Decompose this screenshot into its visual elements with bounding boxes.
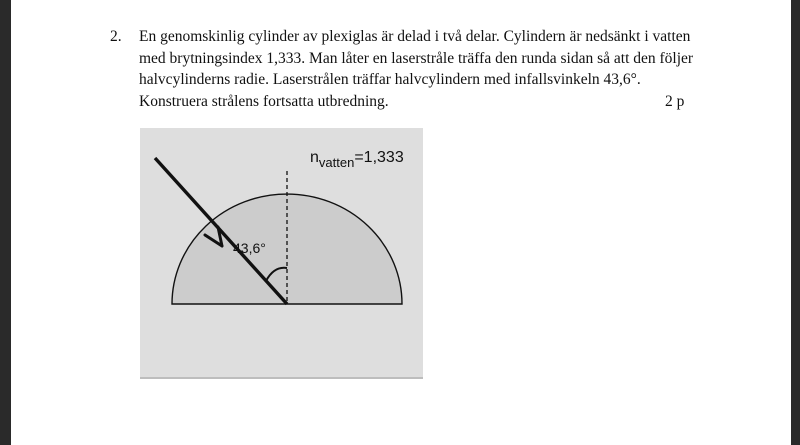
question-line: med brytningsindex 1,333. Man låter en laserstråle träffa den runda sidan så att den följer [139,49,694,67]
points-label: 2 p [665,92,685,110]
right-window-edge [791,0,800,445]
question-number: 2. [110,28,122,45]
question-line: halvcylinderns radie. Laserstrålen träffar halvcylindern med infallsvinkeln 43,6°. [139,71,641,88]
question-line: En genomskinlig cylinder av plexiglas är delad i två delar. Cylindern är nedsänkt i vatten [139,28,691,45]
left-window-edge [0,0,11,445]
question-text [139,26,729,112]
figure-drawing [140,128,423,377]
refractive-index-label: $n_{vatten}=1,333$ [310,149,404,170]
question-line: Konstruera strålens fortsatta utbredning. [139,92,389,110]
semicylinder-figure [140,128,423,379]
angle-label: 43,6° [233,240,266,256]
